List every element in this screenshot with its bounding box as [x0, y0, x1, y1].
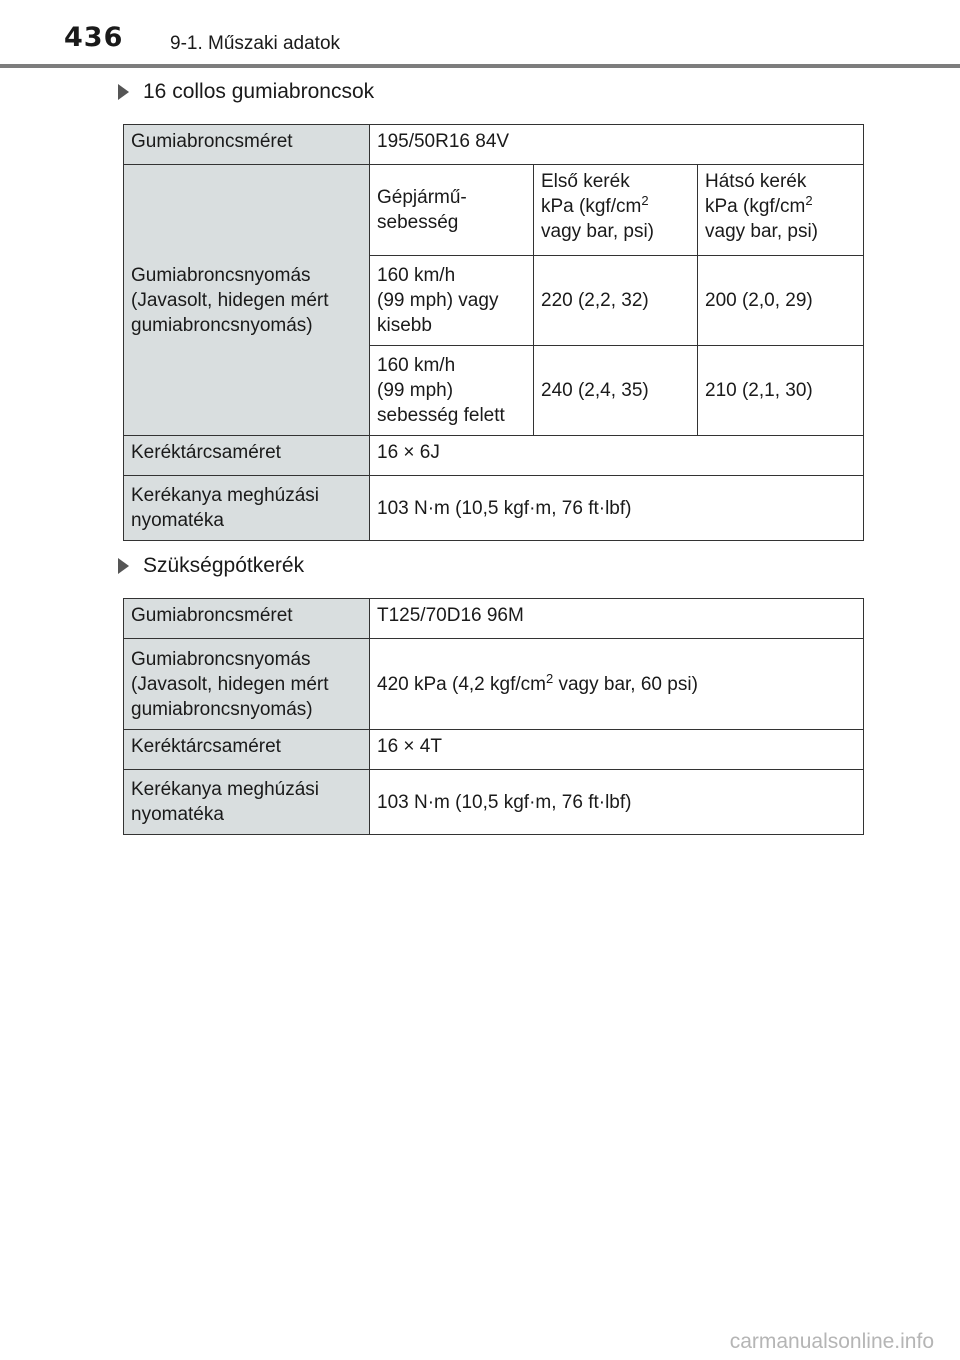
spare-heading — [118, 554, 304, 578]
watermark: carmanualsonline.info — [729, 1330, 934, 1353]
triangle-bullet-icon — [118, 558, 129, 574]
triangle-bullet-icon — [118, 84, 129, 100]
table-row — [124, 165, 864, 256]
table-row — [124, 770, 864, 835]
spare-spec-table — [123, 598, 864, 835]
pressure-value-text: 420 kPa (4,2 kgf/cm — [377, 673, 546, 695]
torque-label: Kerékanya meghúzási nyomatéka — [124, 770, 370, 835]
page-number: 436 — [64, 22, 124, 53]
page-header — [0, 0, 960, 70]
pressure-value-sup: 2 — [545, 670, 554, 686]
rear-pressure-cell: 210 (2,1, 30) — [698, 346, 864, 436]
table-row — [124, 125, 864, 165]
spare-heading-text: Szükségpótkerék — [143, 554, 305, 577]
size-value: T125/70D16 96M — [370, 599, 864, 639]
table-row — [124, 639, 864, 730]
speed-column-header: Gépjármű- sebesség — [370, 165, 534, 256]
section-title: 9-1. Műszaki adatok — [170, 33, 341, 54]
torque-label: Kerékanya meghúzási nyomatéka — [124, 476, 370, 541]
table-row — [124, 476, 864, 541]
front-pressure-cell: 240 (2,4, 35) — [534, 346, 698, 436]
rim-label: Keréktárcsaméret — [124, 730, 370, 770]
rear-column-header — [698, 165, 864, 256]
pressure-value — [370, 639, 864, 730]
pressure-value-text-end: vagy bar, 60 psi) — [553, 673, 698, 695]
front-column-header — [534, 165, 698, 256]
tire16-heading-text: 16 collos gumiabroncsok — [143, 80, 375, 103]
front-header-text: Első kerék kPa (kgf/cm — [541, 171, 642, 217]
rim-value: 16 × 4T — [370, 730, 864, 770]
rear-header-sup: 2 — [805, 193, 813, 208]
rear-header-text-end: vagy bar, psi) — [705, 221, 818, 242]
front-header-text-end: vagy bar, psi) — [541, 221, 654, 242]
front-header-sup: 2 — [641, 193, 649, 208]
header-divider — [0, 64, 960, 68]
tire16-spec-table — [123, 124, 864, 541]
speed-cell: 160 km/h (99 mph) sebesség felett — [370, 346, 534, 436]
front-pressure-cell: 220 (2,2, 32) — [534, 256, 698, 346]
pressure-label: Gumiabroncsnyomás (Javasolt, hidegen mért gumiabroncsnyomás) — [124, 639, 370, 730]
table-row — [124, 599, 864, 639]
table-row — [124, 436, 864, 476]
size-label: Gumiabroncsméret — [124, 599, 370, 639]
torque-value: 103 N·m (10,5 kgf·m, 76 ft·lbf) — [370, 770, 864, 835]
table-row — [124, 730, 864, 770]
speed-cell: 160 km/h (99 mph) vagy kisebb — [370, 256, 534, 346]
rear-header-text: Hátsó kerék kPa (kgf/cm — [705, 171, 807, 217]
size-label: Gumiabroncsméret — [124, 125, 370, 165]
rear-pressure-cell: 200 (2,0, 29) — [698, 256, 864, 346]
size-value: 195/50R16 84V — [370, 125, 864, 165]
rim-value: 16 × 6J — [370, 436, 864, 476]
pressure-label: Gumiabroncsnyomás (Javasolt, hidegen mért gumiabroncsnyomás) — [124, 165, 370, 436]
rim-label: Keréktárcsaméret — [124, 436, 370, 476]
torque-value: 103 N·m (10,5 kgf·m, 76 ft·lbf) — [370, 476, 864, 541]
tire16-heading — [118, 80, 374, 104]
